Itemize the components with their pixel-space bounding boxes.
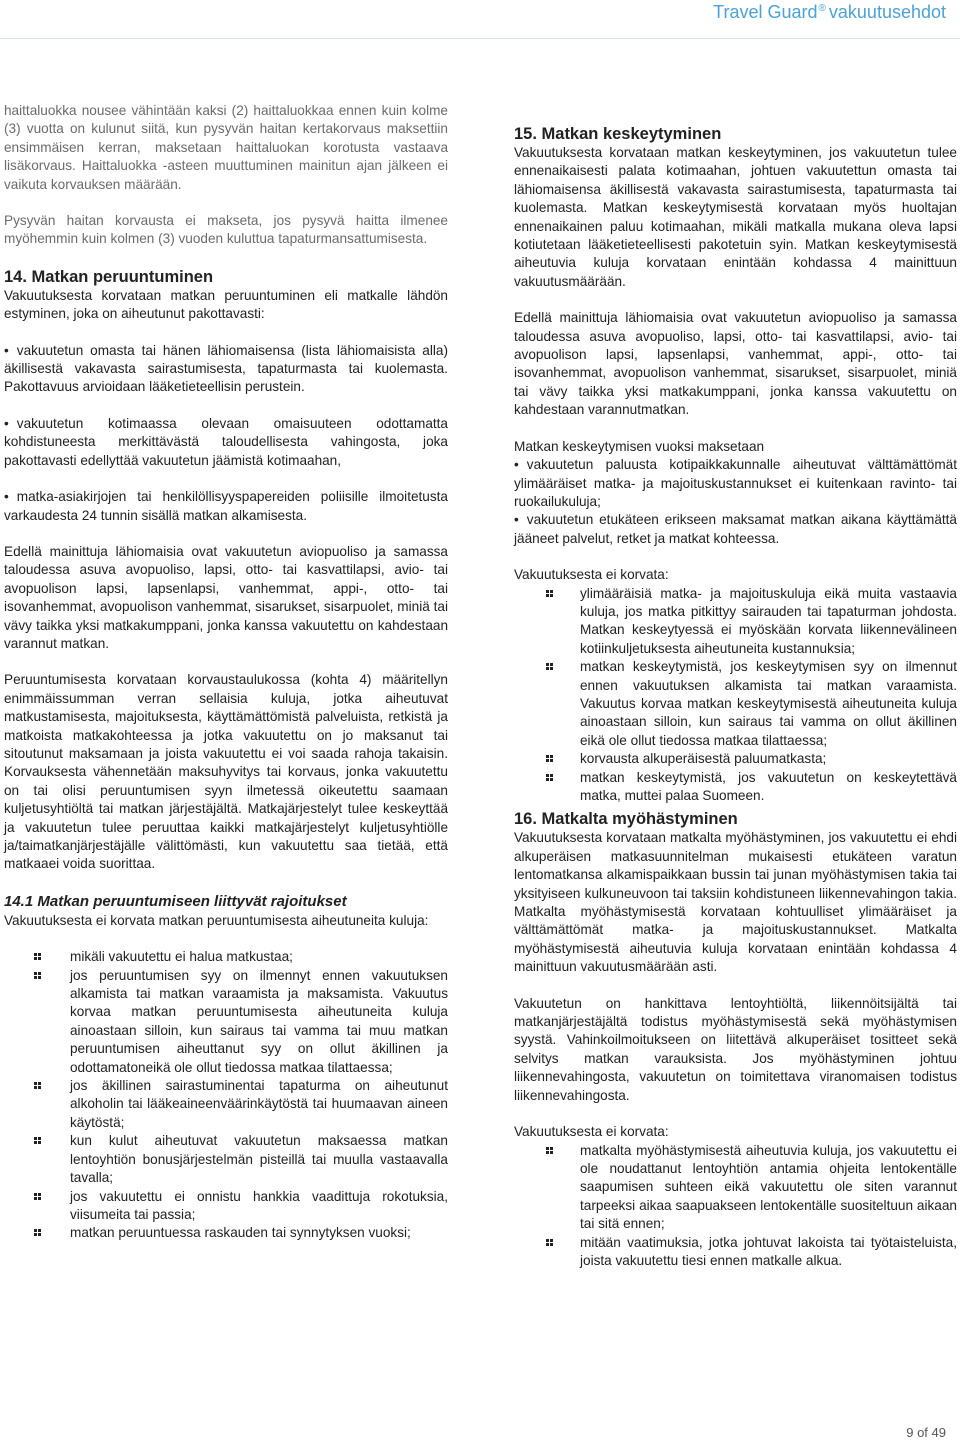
square-bullet-icon [546,590,553,597]
section-15-paragraph: Vakuutuksesta korvataan matkan keskeytyminen, jos vakuutetun tulee ennenaikaisesti palata kotimaahan, johtuen vakuutettun omasta tai lähiomaisensa äkillisestä vakavasta sairastumisesta, tapaturmasta tai kuolemasta. Matkan keskeytymisestä korvataan myös huoltajan ennenaikainen paluu kotimaahan, mikäli matkalla mukana oleva lapsi kotiutetaan lääketieteellisesti pakotetuin syin. Matkan keskeytymisestä aiheutuvia kuluja korvataan enintään kohdassa 4 mainittuun vakuutusmäärään. [514,145,957,289]
list-item: jos äkillinen sairastuminentai tapaturma on aiheutunut alkoholin tai lääkeaineenväärinkäytöstä tai huumaavan aineen käytöstä; [4,1077,448,1132]
exclusions-list-15 [514,585,957,806]
not-covered-label: Vakuutuksesta ei korvata: [514,1124,669,1140]
square-bullet-icon [546,1147,553,1154]
intro-paragraph-1: haittaluokka nousee vähintään kaksi (2) haittaluokkaa ennen kuin kolme (3) vuotta on kulunut siitä, kun pysyvän haitan kertakorvaus maksettiin ensimmäisen kerran, maksetaan haittaluokan korotusta vastaava lisäkorvaus. Haittaluokka -asteen muuttuminen mainitun ajan jälkeen ei vaikuta korvauksen määrään. [4,103,448,192]
page-number: 9 of 49 [906,1425,946,1440]
left-column [4,102,448,1261]
relatives-paragraph: Edellä mainittuja lähiomaisia ovat vakuutetun aviopuoliso ja samassa taloudessa asuva avopuoliso, lapsi, otto- tai kasvattilapsi, avio- tai avopuolison lapsi, lapsenlapsi, vanhemmat, appi-, otto- tai isovanhemmat, avopuolison vanhemmat, sisarukset, sisarpuolet, miniä tai vävy taikka yksi matkakumppani, jonka kanssa vakuutettu on kahdestaan varannut matkan. [4,543,448,651]
not-covered-label: Vakuutuksesta ei korvata: [514,567,669,583]
list-item-text: vakuutetun omasta tai hänen lähiomaisensa (lista lähiomaisista alla) äkillisestä vakavasta sairastumisesta, tapaturmasta tai kuolemasta. Pakottavuus arvioidaan lääketieteellisin perustein. [4,342,448,395]
square-bullet-icon [546,663,553,670]
list-item-text: vakuutetun kotimaassa olevaan omaisuuteen odottamatta kohdistuneesta merkittävästä taloudellisesta vahingosta, joka pakottavasti edellyttää vakuutetun jäämistä kotimaahan, [4,415,448,468]
section-16-paragraph-1: Vakuutuksesta korvataan matkalta myöhästyminen, jos vakuutettu ei ehdi alkuperäisen matkasuunnitelman mukaisesti etukäteen varatun lentomatkansa alkamispaikkaan bussin tai junan myöhästymisen takia tai yksityiseen kulkuneuvoon tai taksiin kohdistuneen liikennevahingon takia. Matkalta myöhästymisestä korvataan kohtuulliset ylimääräiset ja välttämättömät matka- ja majoituskustannukset. Matkalta myöhästymisestä aiheutuvia kuluja korvataan enintään kohdassa 4 mainittuun vakuutusmäärään asti. [514,830,957,975]
exclusions-list-16 [514,1142,957,1271]
section-14-1-title: 14.1 Matkan peruuntumiseen liittyvät rajoitukset [4,892,347,910]
bullet-icon: • [4,415,9,431]
square-bullet-icon [34,1193,41,1200]
section-15-title: 15. Matkan keskeytyminen [514,125,722,143]
right-column [514,124,957,1288]
square-bullet-icon [34,972,41,979]
bullet-icon: • [4,489,9,505]
list-item: matkan keskeytymistä, jos keskeytymisen syy on ilmennut ennen vakuutuksen alkamista tai matkan varaamista. Vakuutus korvaa matkan keskeytymisestä aiheutuneita kuluja ainoastaan silloin, kun sairaus tai vamma on ollut äkillinen eikä ole ollut tiedossa matkaa tilattaessa; [514,658,957,750]
list-item: • vakuutetun etukäteen erikseen maksamat matkan aikana käyttämättä jääneet palvelut, retket ja matkat kohteessa. [514,512,957,546]
list-item: jos vakuutettu ei onnistu hankkia vaadittuja rokotuksia, viisumeita tai passia; [4,1188,448,1225]
brand-name: Travel Guard [713,2,818,22]
header-divider [0,38,960,39]
square-bullet-icon [546,1239,553,1246]
square-bullet-icon [34,1082,41,1089]
relatives-paragraph: Edellä mainittuja lähiomaisia ovat vakuutetun aviopuoliso ja samassa taloudessa asuva avopuoliso, lapsi, otto- tai kasvattilapsi, avio- tai avopuolison lapsi, lapsenlapsi, vanhemmat, appi-, otto- tai isovanhemmat, avopuolison vanhemmat, sisarukset, sisarpuolet, miniä tai vävy taikka yksi matkakumppani, jonka kanssa vakuutettu on kahdestaan varannutmatkan. [514,310,957,418]
bullet-icon: • [514,512,519,528]
list-item: kun kulut aiheutuvat vakuutetun maksaessa matkan lentoyhtiön bonusjärjestelmän pisteillä tai muulla vastaavalla tavalla; [4,1132,448,1187]
list-item: jos peruuntumisen syy on ilmennyt ennen vakuutuksen alkamista tai matkan varaamista ja maksamista. Vakuutus korvaa matkan peruuntumisesta aiheutuneita kuluja ainoastaan silloin, kun sairaus tai vamma tai muu matkan peruuntumisen aiheuttanut syy on ollut äkillinen ja odottamatoneikä ole ollut tiedossa matkaa tilattaessa; [4,967,448,1077]
section-14-1-intro: Vakuutuksesta ei korvata matkan peruuntumisesta aiheutuneita kuluja: [4,912,429,928]
list-item: matkalta myöhästymisestä aiheutuvia kuluja, jos vakuutettu ei ole noudattanut lentoyhtiön antamia ohjeita lentokentälle saapumisen suhteen eikä vakuutettu ole siten varannut tarpeeksi aikaa saapuakseen lentokentälle suositeltuun aikaan tai sitä ennen; [514,1142,957,1234]
section-16-title: 16. Matkalta myöhästyminen [514,810,738,829]
list-item: • vakuutetun paluusta kotipaikkakunnalle aiheutuvat välttämättömät ylimääräiset matka- ja majoituskustannukset ei kuitenkaan ravinto- tai ruokailukuluja; [514,457,957,509]
square-bullet-icon [546,755,553,762]
list-item: mikäli vakuutettu ei halua matkustaa; [4,948,448,966]
exclusions-list-14 [4,948,448,1243]
square-bullet-icon [34,953,41,960]
square-bullet-icon [34,1137,41,1144]
list-item: mitään vaatimuksia, jotka johtuvat lakoista tai työtaisteluista, joista vakuutettu tiesi ennen matkalle alkua. [514,1234,957,1271]
list-item [4,415,448,470]
page-header [713,2,946,23]
list-item: ylimääräisiä matka- ja majoituskuluja eikä muita vastaavia kuluja, jos matka pitkittyy sairauden tai tapaturman johdosta. Matkan keskeytyessä ei myöskään korvata liikennevälineen kotiinkuljetuksesta aiheutuneita kustannuksia; [514,585,957,659]
bullet-icon: • [4,342,9,358]
compensation-paragraph: Peruuntumisesta korvataan korvaustaulukossa (kohta 4) määritellyn enimmäissumman verran sellaisia kuluja, jotka aiheutuvat matkustamisesta, majoituksesta, käyttämättömistä palveluista, retkistä ja matkoista matkakohteessa ja jotka vakuutettu on jo maksanut tai sitoutunut maksamaan ja joista vakuutettu ei voi saada rahoja takaisin. Korvauksesta vähennetään maksuhyvitys tai korvaus, jonka vakuutettu on tai olisi peruuntumisen syyn ilmetessä oikeutettu saamaan kuljetusyhtiöltä tai matkan järjestäjältä. Matkajärjestelyt tulee keskeyttää ja vakuutetun tulee peruuttaa kaikki matkajärjestelyt kuljetusyhtiölle ja/taimatkanjärjestäjälle välittömästi, kun vakuutettu saa tietää, että matkaaei voida suorittaa. [4,672,448,872]
list-item [4,488,448,525]
paid-intro: Matkan keskeytymisen vuoksi maksetaan [514,438,765,454]
list-item [4,342,448,397]
section-16-paragraph-2: Vakuutetun on hankittava lentoyhtiöltä, liikennöitsijältä tai matkanjärjestäjältä todistus myöhästymisestä sekä myöhästymisen syystä. Vahinkoilmoitukseen on liitettävä alkuperäiset tositteet sekä selvitys matkan varauksista. Jos myöhästyminen johtuu liikennevahingosta, vakuutetun on toimitettava viranomaisen todistus liikennevahingosta. [514,995,957,1103]
square-bullet-icon [546,774,553,781]
square-bullet-icon [34,1229,41,1236]
section-14-title: 14. Matkan peruuntuminen [4,267,214,286]
list-item: korvausta alkuperäisestä paluumatkasta; [514,750,957,768]
intro-paragraph-2: Pysyvän haitan korvausta ei makseta, jos pysyvä haitta ilmenee myöhemmin kuin kolmen (3) vuoden kuluttua tapaturmansattumisesta. [4,213,448,247]
list-item: matkan keskeytymistä, jos vakuutetun on keskeytettävä matka, muttei palaa Suomeen. [514,769,957,806]
list-item: matkan peruuntuessa raskauden tai synnytyksen vuoksi; [4,1224,448,1242]
section-14-intro: Vakuutuksesta korvataan matkan peruuntuminen eli matkalle lähdön estyminen, joka on aiheutunut pakottavasti: [4,287,448,322]
registered-mark: ® [818,3,826,14]
header-subtitle: vakuutusehdot [828,2,946,22]
bullet-icon: • [514,457,519,473]
list-item-text: matka-asiakirjojen tai henkilöllisyyspapereiden poliisille ilmoitetusta varkaudesta 24 tunnin sisällä matkan alkamisesta. [4,489,448,523]
